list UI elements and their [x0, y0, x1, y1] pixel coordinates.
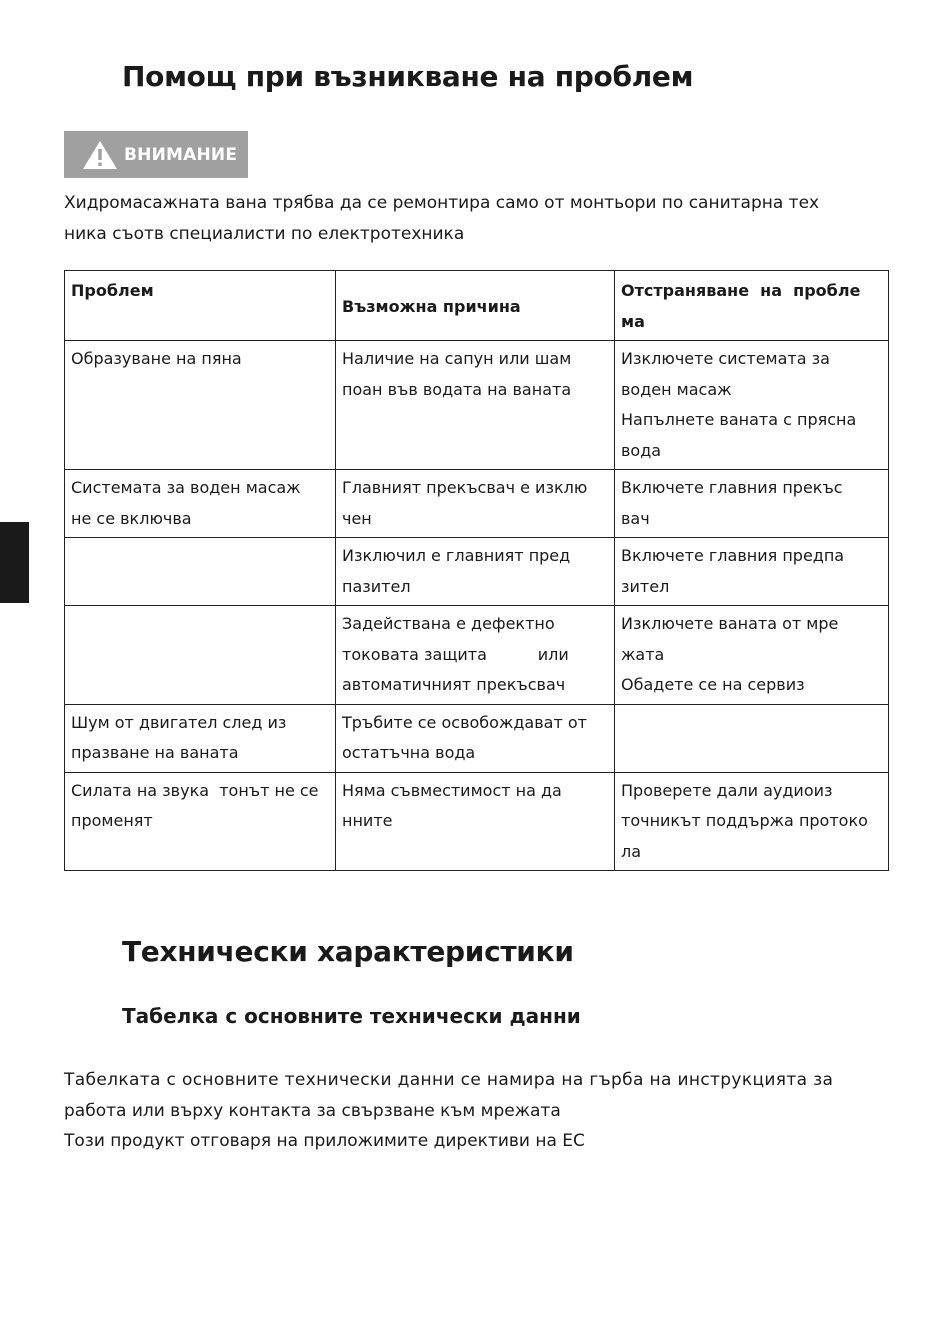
- cell-text-line: чен: [342, 508, 372, 528]
- warning-text: [64, 188, 886, 249]
- cell-text-line: Няма съвместимост на да: [342, 780, 562, 800]
- cell-text-line: ла: [621, 841, 642, 861]
- table-cell-cause: [336, 538, 615, 606]
- table-cell-problem: [65, 538, 336, 606]
- table-cell-fix: [615, 606, 889, 705]
- cell-text-line: вода: [621, 440, 662, 460]
- cell-text-line: Наличие на сапун или шам: [342, 349, 572, 368]
- cell-text-line: Тръбите се освобождават от: [342, 712, 587, 732]
- cell-text-line: поан във водата на ваната: [342, 379, 572, 399]
- subsection-title-rating-plate: Табелка с основните технически данни: [122, 1004, 581, 1028]
- table-cell-fix: [615, 772, 889, 871]
- table-cell-cause: [336, 772, 615, 871]
- table-cell-cause: [336, 470, 615, 538]
- technical-text-line: работа или върху контакта за свързване към мрежата: [64, 1100, 561, 1121]
- cell-text-line: Включете главния предпа: [621, 546, 845, 565]
- cell-text-line: Обадете се на сервиз: [621, 675, 805, 694]
- troubleshooting-table: [64, 270, 889, 871]
- table-cell-problem: [65, 704, 336, 772]
- table-row: [65, 470, 889, 538]
- header-fix-label: ма: [621, 311, 645, 331]
- table-cell-problem: [65, 470, 336, 538]
- section-title-troubleshooting: Помощ при възникване на проблем: [122, 60, 694, 93]
- cell-text-line: воден масаж: [621, 379, 732, 399]
- header-fix-label: Отстраняване на пробле: [621, 281, 861, 300]
- cell-text-line: токовата защита или: [342, 644, 569, 664]
- header-fix: [615, 271, 889, 341]
- cell-text-line: жата: [621, 644, 665, 664]
- cell-text-line: Напълнете ваната с прясна: [621, 410, 857, 429]
- technical-text: [64, 1065, 886, 1157]
- header-problem-label: Проблем: [71, 281, 154, 300]
- warning-text-line: ника съотв специалисти по електротехника: [64, 223, 465, 244]
- section-title-technical: Технически характеристики: [122, 935, 574, 968]
- cell-text-line: Образуване на пяна: [71, 349, 242, 368]
- table-row: [65, 772, 889, 871]
- table-cell-cause: [336, 704, 615, 772]
- cell-text-line: Системата за воден масаж: [71, 478, 301, 497]
- side-tab-marker: [0, 522, 29, 603]
- header-cause: [336, 271, 615, 341]
- cell-text-line: нните: [342, 811, 393, 830]
- table-cell-problem: [65, 341, 336, 470]
- table-cell-cause: [336, 341, 615, 470]
- cell-text-line: зител: [621, 576, 670, 596]
- cell-text-line: Проверете дали аудиоиз: [621, 780, 833, 800]
- table-cell-fix: [615, 341, 889, 470]
- cell-text-line: Изключете системата за: [621, 349, 830, 368]
- cell-text-line: Силата на звука тонът не се: [71, 780, 319, 800]
- cell-text-line: Задействана е дефектно: [342, 614, 555, 633]
- cell-text-line: не се включва: [71, 508, 192, 528]
- table-row: [65, 606, 889, 705]
- cell-text-line: празване на ваната: [71, 743, 239, 762]
- header-cause-label: Възможна причина: [342, 297, 521, 316]
- table-cell-fix: [615, 470, 889, 538]
- cell-text-line: вач: [621, 508, 650, 528]
- table-row: [65, 538, 889, 606]
- cell-text-line: Изключил е главният пред: [342, 546, 571, 565]
- cell-text-line: остатъчна вода: [342, 743, 476, 762]
- cell-text-line: точникът поддържа протоко: [621, 811, 868, 830]
- warning-label: ВНИМАНИЕ: [124, 144, 238, 165]
- table-row: [65, 341, 889, 470]
- technical-text-line: Табелката с основните технически данни се намира на гърба на инструкцията за: [64, 1070, 834, 1090]
- table-header-row: [65, 271, 889, 341]
- cell-text-line: Главният прекъсвач е изклю: [342, 478, 588, 497]
- header-problem: [65, 271, 336, 341]
- warning-text-line: Хидромасажната вана трябва да се ремонтира само от монтьори по санитарна тех: [64, 193, 820, 213]
- cell-text-line: пазител: [342, 576, 411, 596]
- table-cell-cause: [336, 606, 615, 705]
- warning-badge: [64, 131, 248, 178]
- cell-text-line: автоматичният прекъсвач: [342, 675, 566, 694]
- technical-text-line: Този продукт отговаря на приложимите директиви на ЕС: [64, 1131, 585, 1151]
- table-cell-fix: [615, 704, 889, 772]
- warning-triangle-icon: [82, 140, 118, 170]
- cell-text-line: променят: [71, 811, 153, 830]
- table-cell-problem: [65, 606, 336, 705]
- cell-text-line: Изключете ваната от мре: [621, 614, 839, 633]
- cell-text-line: Шум от двигател след из: [71, 712, 287, 732]
- cell-text-line: Включете главния прекъс: [621, 478, 843, 497]
- table-cell-problem: [65, 772, 336, 871]
- table-cell-fix: [615, 538, 889, 606]
- table-row: [65, 704, 889, 772]
